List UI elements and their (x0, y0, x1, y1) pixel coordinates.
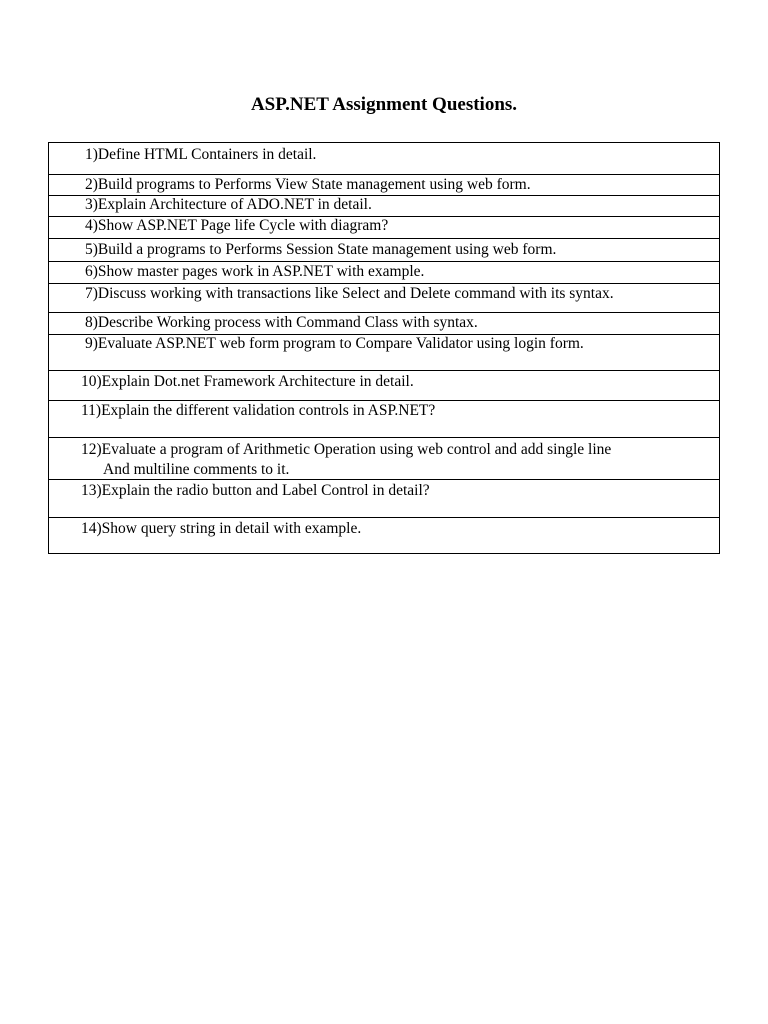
question-text: 5)Build a programs to Performs Session State management using web form. (85, 241, 557, 258)
question-text: 13)Explain the radio button and Label Control in detail? (81, 482, 430, 499)
question-row (49, 312, 719, 334)
question-text: 2)Build programs to Performs View State management using web form. (85, 176, 531, 193)
question-text: 11)Explain the different validation controls in ASP.NET? (81, 402, 436, 419)
question-text: 1)Define HTML Containers in detail. (85, 146, 317, 163)
question-row (49, 517, 719, 553)
question-text (81, 440, 611, 480)
question-row (49, 195, 719, 216)
question-row (49, 216, 719, 238)
question-text-line: 12)Evaluate a program of Arithmetic Operation using web control and add single line (81, 441, 612, 458)
question-text: 3)Explain Architecture of ADO.NET in detail. (85, 196, 372, 213)
page-title: ASP.NET Assignment Questions. (250, 94, 518, 115)
question-text-continuation: And multiline comments to it. (103, 461, 290, 478)
question-text: 6)Show master pages work in ASP.NET with example. (85, 263, 425, 280)
question-row (49, 437, 719, 479)
question-row (49, 479, 719, 517)
question-text: 7)Discuss working with transactions like Select and Delete command with its syntax. (85, 285, 614, 302)
question-text: 9)Evaluate ASP.NET web form program to Compare Validator using login form. (85, 335, 584, 352)
question-row (49, 400, 719, 437)
question-row (49, 283, 719, 312)
question-text: 8)Describe Working process with Command Class with syntax. (85, 314, 478, 331)
question-text: 4)Show ASP.NET Page life Cycle with diagram? (85, 217, 389, 234)
question-row (49, 143, 719, 174)
question-row (49, 174, 719, 195)
question-row (49, 370, 719, 400)
question-row (49, 334, 719, 370)
question-row (49, 238, 719, 261)
question-row (49, 261, 719, 283)
questions-table (48, 142, 720, 554)
question-text: 10)Explain Dot.net Framework Architecture in detail. (81, 373, 414, 390)
question-text: 14)Show query string in detail with example. (81, 520, 362, 537)
